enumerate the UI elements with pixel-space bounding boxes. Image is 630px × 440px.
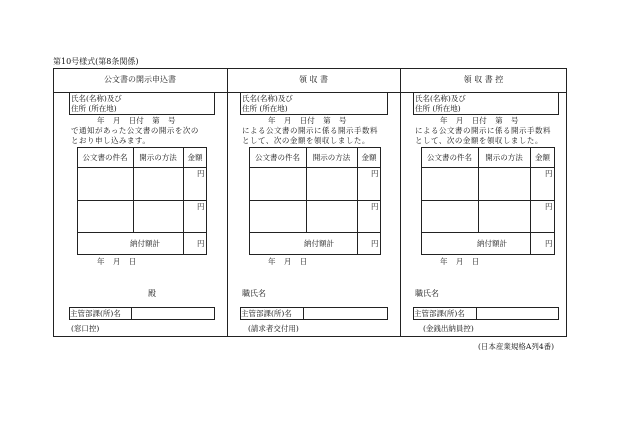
- date-line: 年 月 日付 第 号: [440, 116, 519, 125]
- yen-unit: 円: [545, 239, 553, 248]
- col-header-name: 公文書の件名: [82, 153, 128, 162]
- yen-unit: 円: [197, 169, 205, 178]
- col-header-name: 公文書の件名: [255, 153, 300, 162]
- panel-divider-2: [400, 68, 401, 337]
- date-bottom: 年 月 日: [268, 257, 308, 266]
- date-bottom: 年 月 日: [440, 257, 480, 266]
- panel-title: 領 収 書 控: [463, 75, 504, 84]
- table-row-divider: [421, 200, 555, 201]
- copy-label: (請求者交付用): [248, 324, 299, 333]
- table-col-divider: [357, 147, 358, 255]
- body-line-1: で通知があった公文書の開示を次の: [71, 126, 199, 135]
- table-header-divider: [421, 167, 555, 168]
- panel-divider-1: [227, 68, 228, 337]
- table-header-divider: [77, 167, 207, 168]
- panel-title: 公文書の開示申込書: [104, 75, 176, 84]
- name-label: 氏名(名称)及び: [242, 94, 293, 103]
- name-label: 氏名(名称)及び: [415, 94, 466, 103]
- dept-label: 主管部課(所)名: [241, 309, 292, 318]
- yen-unit: 円: [371, 169, 379, 178]
- copy-label: (金銭出納員控): [423, 324, 474, 333]
- dept-divider: [476, 307, 477, 320]
- col-header-method: 開示の方法: [312, 153, 351, 162]
- table-row-divider: [249, 232, 381, 233]
- yen-unit: 円: [371, 202, 379, 211]
- table-row-divider: [249, 200, 381, 201]
- date-bottom: 年 月 日: [97, 257, 137, 266]
- col-header-method: 開示の方法: [139, 153, 177, 162]
- dept-label: 主管部課(所)名: [414, 309, 465, 318]
- dept-divider: [303, 307, 304, 320]
- col-header-amount: 金額: [535, 153, 550, 162]
- panel-title: 領 収 書: [298, 75, 329, 84]
- dept-divider: [131, 307, 132, 320]
- table-col-divider: [183, 147, 184, 255]
- table-header-divider: [249, 167, 381, 168]
- official-name: 職氏名: [415, 289, 439, 298]
- yen-unit: 円: [545, 169, 553, 178]
- total-label: 納付額計: [130, 239, 160, 248]
- yen-unit: 円: [371, 239, 379, 248]
- table-col-divider: [530, 147, 531, 255]
- yen-unit: 円: [545, 202, 553, 211]
- col-header-name: 公文書の件名: [427, 153, 472, 162]
- table-row-divider: [421, 232, 555, 233]
- address-label: 住所 (所在地): [415, 104, 461, 113]
- addressee: 殿: [148, 289, 156, 298]
- official-name: 職氏名: [242, 289, 266, 298]
- address-label: 住所 (所在地): [71, 104, 117, 113]
- body-line-2: として、次の金額を領収しました。: [242, 136, 370, 145]
- body-line-2: とおり申し込みます。: [71, 136, 151, 145]
- dept-label: 主管部課(所)名: [70, 309, 121, 318]
- body-line-1: による公文書の開示に係る開示手数料: [242, 126, 378, 135]
- form-number: 第10号様式(第8条関係): [53, 57, 139, 66]
- address-label: 住所 (所在地): [242, 104, 288, 113]
- yen-unit: 円: [197, 202, 205, 211]
- total-label: 納付額計: [304, 239, 334, 248]
- body-line-2: として、次の金額を領収しました。: [415, 136, 543, 145]
- col-header-amount: 金額: [187, 153, 203, 162]
- date-line: 年 月 日付 第 号: [97, 116, 176, 125]
- table-row-divider: [77, 200, 207, 201]
- table-row-divider: [77, 232, 207, 233]
- body-line-1: による公文書の開示に係る開示手数料: [415, 126, 551, 135]
- copy-label: (窓口控): [71, 324, 100, 333]
- total-label: 納付額計: [477, 239, 507, 248]
- col-header-amount: 金額: [361, 153, 377, 162]
- paper-standard-note: (日本産業規格A列4番): [478, 342, 555, 351]
- date-line: 年 月 日付 第 号: [268, 116, 347, 125]
- name-label: 氏名(名称)及び: [71, 94, 122, 103]
- col-header-method: 開示の方法: [485, 153, 523, 162]
- yen-unit: 円: [197, 239, 205, 248]
